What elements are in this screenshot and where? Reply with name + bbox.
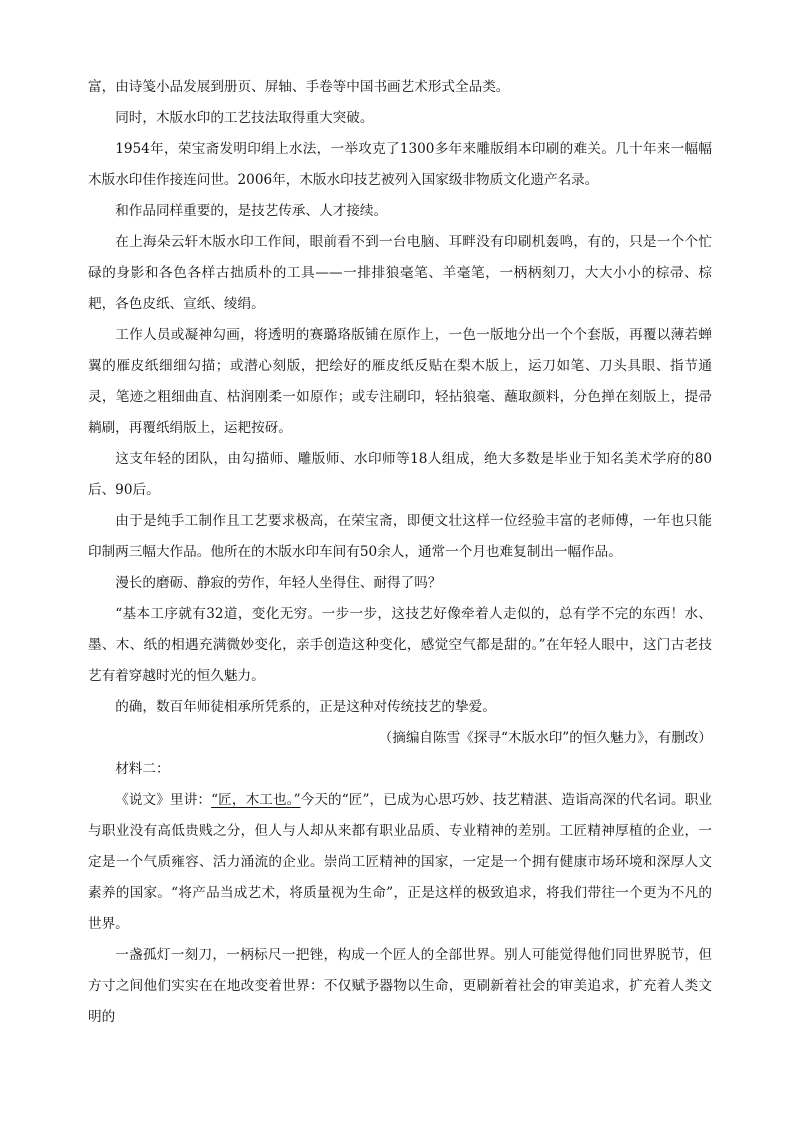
paragraph: 的确，数百年师徒相承所凭系的，正是这种对传统技艺的挚爱。 [115, 699, 496, 715]
paragraph: 这支年轻的团队，由勾描师、雕版师、水印师等18人组成，绝大多数是毕业于知名美术学府的80后、90后。 [88, 451, 712, 498]
paragraph-quote: “基本工序就有32道，变化无穷。一步一步，这技艺好像牵着人走似的，总有学不完的东西！水、墨、木、纸的相遇充满微妙变化，亲手创造这种变化，感觉空气都是甜的。”在年轻人眼中，这门古老技艺有着穿越时光的恒久魅力。 [88, 606, 712, 684]
paragraph: 同时，木版水印的工艺技法取得重大突破。 [115, 110, 374, 126]
paragraph: 工作人员或凝神勾画，将透明的赛璐珞版铺在原作上，一色一版地分出一个个套版，再覆以薄若蝉翼的雁皮纸细细勾描；或潜心刻版，把绘好的雁皮纸反贴在梨木版上，运刀如笔、刀头具眼、指节通灵，笔迹之粗细曲直、枯润刚柔一如原作；或专注刷印，轻拈狼毫、蘸取颜料，分色掸在刻版上，提帚耥刷，再覆纸绢版上，运耙按砑。 [88, 327, 712, 436]
section-label: 材料二： [115, 761, 170, 777]
paragraph: 1954年，荣宝斋发明印绢上水法，一举攻克了1300多年来雕版绢本印刷的难关。几十年来一幅幅木版水印佳作接连问世。2006年，木版水印技艺被列入国家级非物质文化遗产名录。 [88, 141, 712, 188]
paragraph-lead: 《说文》里讲： [115, 792, 212, 808]
paragraph: 漫长的磨砺、静寂的劳作，年轻人坐得住、耐得了吗？ [115, 575, 442, 591]
paragraph-body: 今天的“匠”，已成为心思巧妙、技艺精湛、造诣高深的代名词。职业与职业没有高低贵贱之分，但人与人却从来都有职业品质、专业精神的差别。工匠精神厚植的企业，一定是一个气质雍容、活力涌流的企业。崇尚工匠精神的国家，一定是一个拥有健康市场环境和深厚人文素养的国家。“将产品当成艺术，将质量视为生命”，正是这样的极致追求，将我们带往一个更为不凡的世界。 [88, 792, 712, 932]
paragraph: 一盏孤灯一刻刀，一柄标尺一把锉，构成一个匠人的全部世界。别人可能觉得他们同世界脱节，但方寸之间他们实实在在地改变着世界：不仅赋予器物以生命，更刷新着社会的审美追求，扩充着人类文明的 [88, 947, 712, 1025]
paragraph: 在上海朵云轩木版水印工作间，眼前看不到一台电脑、耳畔没有印刷机轰鸣，有的，只是一个个忙碌的身影和各色各样古拙质朴的工具——一排排狼毫笔、羊毫笔，一柄柄刻刀，大大小小的棕帚、棕耙，各色皮纸、宣纸、绫绢。 [88, 234, 712, 312]
paragraph [88, 785, 712, 940]
paragraph: 由于是纯手工制作且工艺要求极高，在荣宝斋，即便文壮这样一位经验丰富的老师傅，一年也只能印制两三幅大作品。他所在的木版水印车间有50余人，通常一个月也难复制出一幅作品。 [88, 513, 712, 560]
paragraph: 和作品同样重要的，是技艺传承、人才接续。 [115, 203, 388, 219]
paragraph-continuation: 富，由诗笺小品发展到册页、屏轴、手卷等中国书画艺术形式全品类。 [88, 79, 510, 95]
underlined-quote: “匠，木工也。” [211, 792, 301, 808]
source-citation: （摘编自陈雪《探寻“木版水印”的恒久魅力》，有删改） [378, 730, 712, 746]
